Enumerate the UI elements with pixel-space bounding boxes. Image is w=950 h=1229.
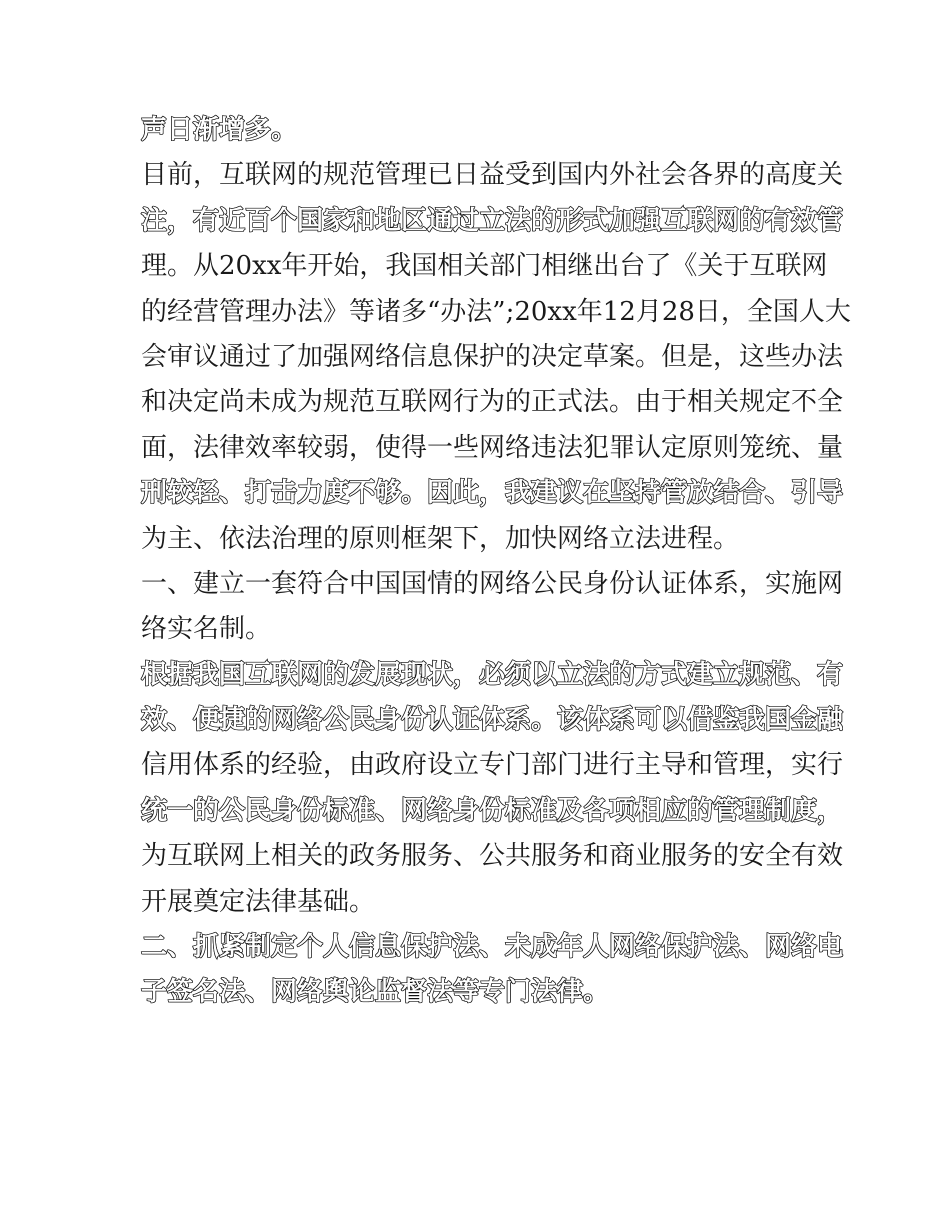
- paragraph-line: 二、抓紧制定个人信息保护法、未成年人网络保护法、网络电: [141, 932, 844, 963]
- paragraph-line: 和决定尚未成为规范互联网行为的正式法。由于相关规定不全: [141, 387, 844, 418]
- paragraph-line: 目前，互联网的规范管理已日益受到国内外社会各界的高度关: [141, 160, 844, 191]
- paragraph-line: 会审议通过了加强网络信息保护的决定草案。但是，这些办法: [141, 341, 844, 372]
- paragraph-line: 注，有近百个国家和地区通过立法的形式加强互联网的有效管: [141, 205, 844, 236]
- paragraph-line: 刑较轻、打击力度不够。因此，我建议在坚持管放结合、引导: [141, 478, 844, 509]
- paragraph-line: 根据我国互联网的发展现状，必须以立法的方式建立规范、有: [141, 659, 844, 690]
- paragraph-line: 络实名制。: [141, 614, 272, 645]
- paragraph-line: 信用体系的经验，由政府设立专门部门进行主导和管理，实行: [141, 750, 844, 781]
- paragraph-line: 面，法律效率较弱，使得一些网络违法犯罪认定原则笼统、量: [141, 432, 844, 463]
- paragraph-line: 开展奠定法律基础。: [141, 886, 376, 917]
- paragraph-line: 为互联网上相关的政务服务、公共服务和商业服务的安全有效: [141, 841, 844, 872]
- paragraph-line: 效、便捷的网络公民身份认证体系。该体系可以借鉴我国金融: [141, 705, 844, 736]
- paragraph-line: 理。从20xx年开始，我国相关部门相继出台了《关于互联网: [141, 251, 828, 282]
- paragraph-line: 统一的公民身份标准、网络身份标准及各项相应的管理制度，: [141, 795, 844, 826]
- paragraph-line: 一、建立一套符合中国国情的网络公民身份认证体系，实施网: [141, 568, 844, 599]
- paragraph-line: 子签名法、网络舆论监督法等专门法律。: [141, 977, 610, 1008]
- body-text: [141, 108, 851, 1016]
- paragraph-line: 为主、依法治理的原则框架下，加快网络立法进程。: [141, 523, 740, 554]
- paragraph-line: 声日渐增多。: [141, 115, 298, 145]
- paragraph-line: 的经营管理办法》等诸多“办法”;20xx年12月28日，全国人大: [141, 296, 851, 327]
